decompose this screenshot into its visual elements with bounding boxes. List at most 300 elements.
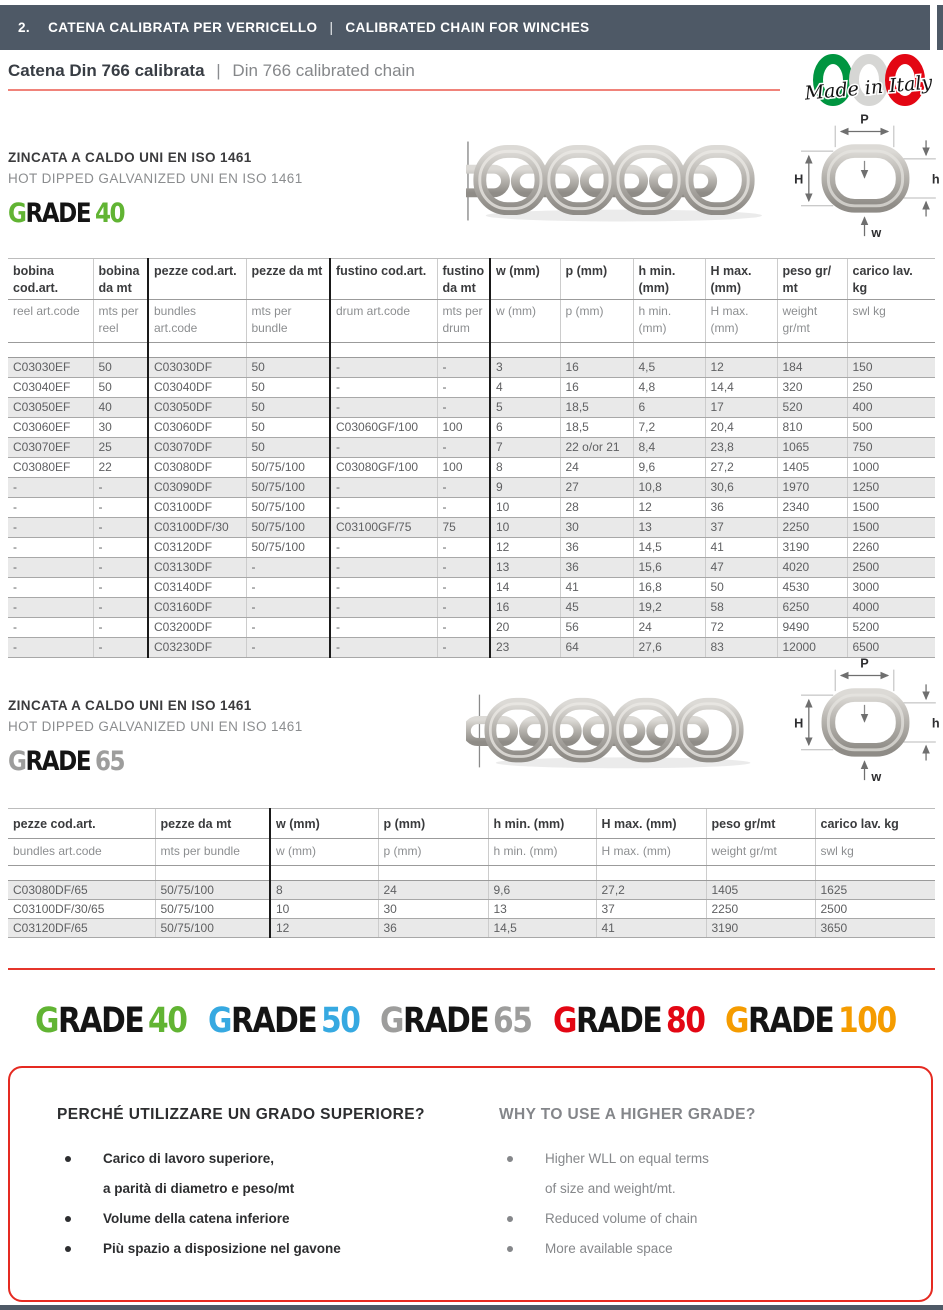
table-cell: 14,4 (705, 378, 777, 398)
table-cell: - (437, 598, 490, 618)
table-cell: C03070DF (148, 438, 246, 458)
table-cell: C03130DF (148, 558, 246, 578)
header-separator: | (329, 20, 334, 35)
table-cell: 400 (847, 398, 935, 418)
column-subheader: swl kg (847, 300, 935, 343)
column-header: pezze cod.art. (148, 259, 246, 300)
table-cell: 4020 (777, 558, 847, 578)
table-cell: 41 (705, 538, 777, 558)
table-row (8, 358, 935, 378)
table-cell: 50/75/100 (246, 458, 330, 478)
table-cell: 3190 (706, 919, 815, 938)
grade-logo-part: 65 (493, 1000, 532, 1042)
table-cell: 14,5 (633, 538, 705, 558)
table-cell: 28 (560, 498, 633, 518)
table-row (8, 458, 935, 478)
table-cell: 9,6 (488, 881, 596, 900)
table-cell: - (8, 518, 93, 538)
table-cell: 72 (705, 618, 777, 638)
table-cell: C03140DF (148, 578, 246, 598)
grade-50-logo (208, 1001, 360, 1041)
table-row (8, 478, 935, 498)
table-cell: 30 (93, 418, 148, 438)
table-cell: - (437, 538, 490, 558)
table-cell: C03060DF (148, 418, 246, 438)
table-cell: - (8, 538, 93, 558)
spacer-cell (270, 866, 378, 881)
table-cell: 50 (93, 378, 148, 398)
column-subheader: swl kg (815, 839, 935, 866)
table-row (8, 578, 935, 598)
table-cell: 4,5 (633, 358, 705, 378)
table-cell: 3190 (777, 538, 847, 558)
spacer-cell (490, 343, 560, 358)
table-cell: 30 (560, 518, 633, 538)
table-cell: 150 (847, 358, 935, 378)
spacer-cell (705, 343, 777, 358)
spacer-cell (560, 343, 633, 358)
table-cell: 50 (705, 578, 777, 598)
table-cell: 2500 (815, 900, 935, 919)
table-cell: 50 (246, 358, 330, 378)
table-row (8, 881, 935, 900)
grade-80-logo (553, 1001, 705, 1041)
table-cell: 14 (490, 578, 560, 598)
table-cell: C03090DF (148, 478, 246, 498)
table-cell: 12 (705, 358, 777, 378)
info-bullets-it (57, 1144, 457, 1264)
table-row (8, 618, 935, 638)
column-subheader: H max. (mm) (596, 839, 706, 866)
table-cell: 50/75/100 (246, 538, 330, 558)
table-cell: 15,6 (633, 558, 705, 578)
table-cell: 1405 (777, 458, 847, 478)
table-cell: 20 (490, 618, 560, 638)
table-cell: 40 (93, 398, 148, 418)
table-cell: 100 (437, 458, 490, 478)
bullet-item (499, 1234, 909, 1264)
column-subheader: w (mm) (270, 839, 378, 866)
column-header: p (mm) (378, 809, 488, 839)
table-cell: 12 (270, 919, 378, 938)
column-header: pezze da mt (155, 809, 270, 839)
table-row (8, 558, 935, 578)
grade-65-logo (380, 1001, 532, 1041)
column-header: w (mm) (490, 259, 560, 300)
bullet-item (499, 1204, 909, 1234)
table-cell: 8 (490, 458, 560, 478)
table-cell: 36 (560, 538, 633, 558)
header-title-en: CALIBRATED CHAIN FOR WINCHES (345, 20, 590, 35)
column-header: h min. (mm) (488, 809, 596, 839)
table-cell: 24 (378, 881, 488, 900)
table-cell: - (93, 638, 148, 658)
column-header: carico lav. kg (815, 809, 935, 839)
bullet-text: Volume della catena inferiore (103, 1211, 290, 1226)
spacer-cell (148, 343, 246, 358)
table-cell: - (437, 478, 490, 498)
table-cell: - (93, 538, 148, 558)
table-cell: C03060GF/100 (330, 418, 437, 438)
table-cell: 4 (490, 378, 560, 398)
spacer-cell (633, 343, 705, 358)
bullet-dot (65, 1246, 71, 1252)
bullet-text: Higher WLL on equal terms (545, 1151, 709, 1166)
table-cell: - (8, 618, 93, 638)
table-cell: 24 (633, 618, 705, 638)
grade-logo-part: G (725, 1000, 748, 1042)
column-subheader: w (mm) (490, 300, 560, 343)
table-cell: C03040DF (148, 378, 246, 398)
table-cell: - (8, 598, 93, 618)
table-cell: 27,6 (633, 638, 705, 658)
table-cell: 41 (560, 578, 633, 598)
column-subheader: h min. (mm) (633, 300, 705, 343)
column-header: bobina da mt (93, 259, 148, 300)
table-cell: 16 (560, 378, 633, 398)
table-cell: 30 (378, 900, 488, 919)
table-cell: C03070EF (8, 438, 93, 458)
table-cell: - (8, 558, 93, 578)
column-header: pezze cod.art. (8, 809, 155, 839)
table-cell: - (93, 518, 148, 538)
table-cell: 750 (847, 438, 935, 458)
table-cell: 16 (560, 358, 633, 378)
table-cell: 41 (596, 919, 706, 938)
table-cell: 1250 (847, 478, 935, 498)
table-cell: 6500 (847, 638, 935, 658)
table-cell: - (330, 618, 437, 638)
bullet-item (499, 1174, 909, 1204)
table-cell: 27 (560, 478, 633, 498)
grade-logo-part: RADE (747, 1000, 834, 1042)
table-cell: 10,8 (633, 478, 705, 498)
table-cell: - (246, 578, 330, 598)
table-cell: 2250 (706, 900, 815, 919)
header-row (8, 809, 935, 839)
grade-logo-part: 80 (665, 1000, 705, 1042)
column-subheader: mts per drum (437, 300, 490, 343)
column-header: fustino cod.art. (330, 259, 437, 300)
table-row (8, 518, 935, 538)
chain-link-diagram (789, 112, 941, 239)
table-cell: 37 (705, 518, 777, 538)
table-row (8, 398, 935, 418)
bullet-item (57, 1234, 457, 1264)
table-cell: 5 (490, 398, 560, 418)
grade-logo-part: 50 (320, 1000, 360, 1042)
table-cell: 2250 (777, 518, 847, 538)
table-row (8, 378, 935, 398)
table-cell: 17 (705, 398, 777, 418)
table-cell: 50/75/100 (155, 900, 270, 919)
chain-link-diagram (789, 656, 941, 783)
higher-grade-info-box (8, 1066, 933, 1302)
table-cell: 12 (490, 538, 560, 558)
bullet-item (57, 1204, 457, 1234)
info-column-it (57, 1106, 457, 1264)
table-cell: 10 (490, 518, 560, 538)
column-header: p (mm) (560, 259, 633, 300)
column-subheader: weight gr/mt (706, 839, 815, 866)
section-heading-en: HOT DIPPED GALVANIZED UNI EN ISO 1461 (8, 171, 303, 186)
column-header: H max. (mm) (705, 259, 777, 300)
grade65-table (8, 808, 935, 938)
info-title-it: PERCHÉ UTILIZZARE UN GRADO SUPERIORE? (57, 1106, 425, 1123)
table-cell: 16 (490, 598, 560, 618)
table-cell: 4530 (777, 578, 847, 598)
table-cell: 50/75/100 (246, 478, 330, 498)
column-header: peso gr/mt (706, 809, 815, 839)
bullet-text: More available space (545, 1241, 673, 1256)
table-cell: C03030EF (8, 358, 93, 378)
column-header: carico lav. kg (847, 259, 935, 300)
top-header-bar (0, 5, 930, 50)
column-header: H max. (mm) (596, 809, 706, 839)
section-number: 2. (18, 20, 31, 35)
info-title-en: WHY TO USE A HIGHER GRADE? (499, 1106, 756, 1123)
table-cell: 36 (560, 558, 633, 578)
grade-logo-part: G (207, 1000, 231, 1042)
header-title-it: CATENA CALIBRATA PER VERRICELLO (48, 20, 318, 35)
table-cell: C03230DF (148, 638, 246, 658)
table-cell: 50 (246, 438, 330, 458)
table-cell: - (8, 578, 93, 598)
grade-logo-part: G (8, 197, 26, 229)
table-cell: - (330, 558, 437, 578)
table-cell: - (93, 498, 148, 518)
table-cell: - (330, 358, 437, 378)
table-cell: 1405 (706, 881, 815, 900)
table-cell: 50 (246, 418, 330, 438)
table-cell: 14,5 (488, 919, 596, 938)
spacer-cell (8, 866, 155, 881)
column-subheader: drum art.code (330, 300, 437, 343)
table-row (8, 919, 935, 938)
table-cell: 8 (270, 881, 378, 900)
bullet-text: Carico di lavoro superiore, (103, 1151, 275, 1166)
table-cell: 50/75/100 (246, 498, 330, 518)
table-cell: - (330, 478, 437, 498)
table-cell: 20,4 (705, 418, 777, 438)
bullet-item (499, 1144, 909, 1174)
grade40-table (8, 258, 935, 658)
table-cell: - (437, 438, 490, 458)
table-cell: 19,2 (633, 598, 705, 618)
bullet-dot (65, 1156, 71, 1162)
table-cell: 22 o/or 21 (560, 438, 633, 458)
table-cell: 2500 (847, 558, 935, 578)
header-row (8, 259, 935, 300)
table-cell: C03080DF/65 (8, 881, 155, 900)
spacer-cell (246, 343, 330, 358)
table-cell: 58 (705, 598, 777, 618)
table-cell: 4000 (847, 598, 935, 618)
spacer-cell (596, 866, 706, 881)
column-header: pezze da mt (246, 259, 330, 300)
column-subheader: bundles art.code (148, 300, 246, 343)
table-cell: 23,8 (705, 438, 777, 458)
column-subheader: weight gr/mt (777, 300, 847, 343)
table-cell: 1065 (777, 438, 847, 458)
table-cell: C03050DF (148, 398, 246, 418)
table-cell: - (330, 578, 437, 598)
table-cell: 1625 (815, 881, 935, 900)
table-cell: 3000 (847, 578, 935, 598)
spacer-cell (488, 866, 596, 881)
spacer-cell (777, 343, 847, 358)
table-cell: 500 (847, 418, 935, 438)
table-cell: 36 (705, 498, 777, 518)
table-cell: - (330, 438, 437, 458)
grade-logos-row (35, 1000, 903, 1042)
grade-logo-part: G (35, 1000, 58, 1042)
table-cell: 10 (270, 900, 378, 919)
table-cell: 50 (93, 358, 148, 378)
table-cell: 1000 (847, 458, 935, 478)
bullet-item (57, 1144, 457, 1174)
title-separator: | (216, 61, 221, 80)
table-cell: - (246, 598, 330, 618)
table-cell: 45 (560, 598, 633, 618)
table-cell: - (437, 498, 490, 518)
table-cell: C03080GF/100 (330, 458, 437, 478)
table-cell: 50 (246, 378, 330, 398)
table-cell: 1500 (847, 498, 935, 518)
page-title (8, 61, 415, 81)
grade-40-logo (8, 197, 124, 228)
table-cell: 24 (560, 458, 633, 478)
spacer-cell (8, 343, 93, 358)
table-row (8, 538, 935, 558)
table-row (8, 498, 935, 518)
column-subheader: mts per bundle (246, 300, 330, 343)
table-cell: - (93, 598, 148, 618)
table-cell: 36 (378, 919, 488, 938)
grade-logo-part: G (8, 745, 26, 777)
table-cell: 50/75/100 (155, 919, 270, 938)
table-cell: 2340 (777, 498, 847, 518)
table-cell: - (330, 638, 437, 658)
grade-40-logo (35, 1001, 187, 1041)
table-cell: 9,6 (633, 458, 705, 478)
table-cell: 22 (93, 458, 148, 478)
table-cell: - (246, 638, 330, 658)
table-cell: C03100DF/30/65 (8, 900, 155, 919)
table-cell: 6 (490, 418, 560, 438)
grade-logo-part: G (552, 1000, 576, 1042)
subheader-row (8, 839, 935, 866)
table-cell: - (437, 398, 490, 418)
spacer-cell (378, 866, 488, 881)
table-cell: - (93, 578, 148, 598)
page-title-en: Din 766 calibrated chain (232, 61, 415, 80)
bullet-dot (65, 1216, 71, 1222)
column-subheader: mts per bundle (155, 839, 270, 866)
table-cell: 1500 (847, 518, 935, 538)
table-cell: - (93, 558, 148, 578)
grade-logo-part: RADE (57, 1000, 144, 1042)
grade-100-logo (725, 1001, 896, 1041)
grade-logo-part: G (380, 1000, 403, 1042)
column-header: fustino da mt (437, 259, 490, 300)
table-cell: 75 (437, 518, 490, 538)
table-row (8, 418, 935, 438)
table-cell: 810 (777, 418, 847, 438)
column-header: h min. (mm) (633, 259, 705, 300)
grade-logo-part: RADE (575, 1000, 661, 1042)
grade-65-logo (8, 745, 124, 776)
section-heading-en: HOT DIPPED GALVANIZED UNI EN ISO 1461 (8, 719, 303, 734)
column-subheader: mts per reel (93, 300, 148, 343)
table-cell: 27,2 (596, 881, 706, 900)
grade-logo-part: 40 (148, 1000, 187, 1042)
table-cell: 6 (633, 398, 705, 418)
table-cell: C03030DF (148, 358, 246, 378)
section-grade40 (8, 150, 458, 227)
table-cell: 83 (705, 638, 777, 658)
table-cell: C03100GF/75 (330, 518, 437, 538)
table-cell: 30,6 (705, 478, 777, 498)
table-cell: - (330, 378, 437, 398)
grade-logo-part: RADE (25, 197, 91, 229)
column-header: w (mm) (270, 809, 378, 839)
table-cell: - (8, 478, 93, 498)
section-heading-it: ZINCATA A CALDO UNI EN ISO 1461 (8, 150, 252, 165)
bullet-text: Reduced volume of chain (545, 1211, 698, 1226)
info-bullets-en (499, 1144, 909, 1264)
info-column-en (499, 1106, 909, 1264)
table-cell: 50 (246, 398, 330, 418)
bullet-dot (507, 1216, 513, 1222)
spacer-cell (706, 866, 815, 881)
table-cell: - (93, 618, 148, 638)
table-cell: C03100DF/30 (148, 518, 246, 538)
bullet-dot (507, 1156, 513, 1162)
table-cell: 9 (490, 478, 560, 498)
table-cell: 12000 (777, 638, 847, 658)
table-cell: C03120DF (148, 538, 246, 558)
bottom-bar (0, 1305, 943, 1310)
table-cell: 13 (488, 900, 596, 919)
section-heading-it: ZINCATA A CALDO UNI EN ISO 1461 (8, 698, 252, 713)
table-cell: 7 (490, 438, 560, 458)
table-cell: - (437, 638, 490, 658)
grade-logo-part: 40 (94, 197, 125, 229)
spacer-cell (155, 866, 270, 881)
column-header: peso gr/ mt (777, 259, 847, 300)
table-row (8, 598, 935, 618)
table-cell: 23 (490, 638, 560, 658)
table-cell: - (246, 558, 330, 578)
bullet-item (57, 1174, 457, 1204)
table-cell: 6250 (777, 598, 847, 618)
table-cell: - (330, 538, 437, 558)
table-cell: - (8, 638, 93, 658)
table-cell: 37 (596, 900, 706, 919)
table-cell: 5200 (847, 618, 935, 638)
spacer-cell (437, 343, 490, 358)
grade-logo-part: RADE (25, 745, 91, 777)
table-cell: - (330, 398, 437, 418)
table-cell: - (93, 478, 148, 498)
table-cell: 9490 (777, 618, 847, 638)
table-cell: C03050EF (8, 398, 93, 418)
header-bar-edge (937, 5, 943, 50)
column-subheader: bundles art.code (8, 839, 155, 866)
table-row (8, 438, 935, 458)
bullet-text: of size and weight/mt. (545, 1181, 676, 1196)
